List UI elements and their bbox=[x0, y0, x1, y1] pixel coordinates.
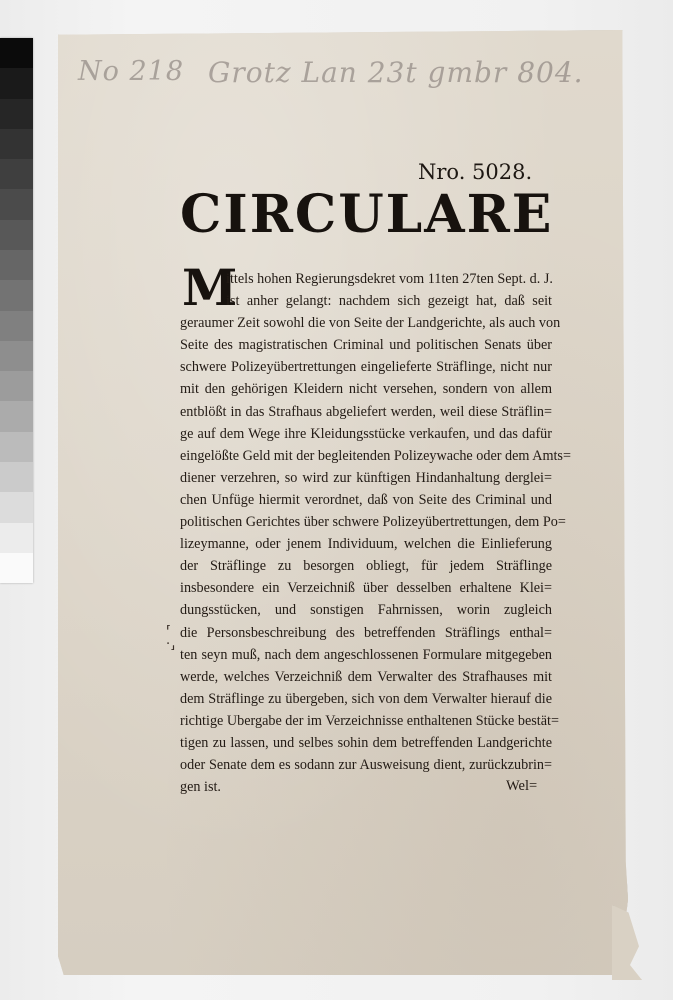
body-line: lizeymanne, oder jenem Individuum, welchen die Einlieferung bbox=[180, 536, 552, 553]
grey-calibration-strip bbox=[0, 38, 33, 583]
body-line: tigen zu lassen, und selbes sohin dem betreffenden Landgerichte bbox=[180, 734, 552, 751]
body-line: Seite des magistratischen Criminal und politischen Senats über bbox=[180, 337, 552, 354]
document-number: Nro. 5028. bbox=[418, 160, 533, 184]
circular-body-text bbox=[180, 268, 571, 798]
grey-patch bbox=[0, 129, 33, 159]
archive-number-note: No 218 bbox=[78, 56, 184, 87]
grey-patch bbox=[0, 523, 33, 553]
body-line: ist anher gelangt: nachdem sich gezeigt hat, daß seit bbox=[226, 293, 552, 310]
date-note: Grotz Lan 23t gmbr 804. bbox=[208, 56, 584, 89]
drop-cap-initial: M bbox=[182, 258, 238, 317]
body-line: der Sträflinge zu besorgen obliegt, für jedem Sträflinge bbox=[180, 558, 552, 575]
catchword: Wel= bbox=[506, 778, 538, 794]
margin-bracket-mark: ⸢ ·⸥ bbox=[166, 624, 176, 652]
body-line: insbesondere ein Verzeichniß über desselben erhaltene Klei= bbox=[180, 580, 552, 597]
grey-patch bbox=[0, 311, 33, 341]
torn-corner bbox=[612, 905, 642, 980]
body-line: chen Unfüge hiermit verordnet, daß von Seite des Criminal und bbox=[180, 491, 552, 508]
grey-patch bbox=[0, 492, 33, 522]
body-line: politischen Gerichtes über schwere Polizeyübertrettungen, dem Po= bbox=[180, 514, 566, 531]
grey-patch bbox=[0, 553, 33, 583]
grey-patch bbox=[0, 250, 33, 280]
body-line: schwere Polizeyübertrettungen eingelieferte Sträflinge, nicht nur bbox=[180, 359, 552, 376]
body-line: ten seyn muß, nach dem angeschlossenen Formulare mitgegeben bbox=[180, 646, 552, 663]
body-line: dem Sträflinge zu übergeben, sich von dem Verwalter hierauf die bbox=[180, 690, 552, 707]
body-line: diener verzehren, so wird zur künftigen Hindanhaltung derglei= bbox=[180, 469, 552, 486]
grey-patch bbox=[0, 401, 33, 431]
grey-patch bbox=[0, 462, 33, 492]
body-line: entblößt in das Strafhaus abgeliefert werden, weil diese Sträflin= bbox=[180, 403, 552, 420]
body-line: richtige Ubergabe der im Verzeichnisse enthaltenen Stücke bestät= bbox=[180, 712, 559, 729]
grey-patch bbox=[0, 280, 33, 310]
pencil-annotation bbox=[78, 56, 584, 89]
body-line: dungsstücken, und sonstigen Fahrnissen, worin zugleich bbox=[180, 602, 552, 619]
grey-patch bbox=[0, 159, 33, 189]
body-line: oder Senate dem es sodann zur Ausweisung dient, zurückzubrin= bbox=[180, 757, 552, 774]
body-line: die Personsbeschreibung des betreffenden Sträflings enthal= bbox=[180, 624, 552, 641]
body-line: gen ist. bbox=[180, 779, 221, 796]
grey-patch bbox=[0, 432, 33, 462]
body-line: geraumer Zeit sowohl die von Seite der Landgerichte, als auch von bbox=[180, 315, 561, 332]
grey-patch bbox=[0, 38, 33, 68]
grey-patch bbox=[0, 68, 33, 98]
body-line: werde, welches Verzeichniß dem Verwalter des Strafhauses mit bbox=[180, 668, 552, 685]
body-line: eingelößte Geld mit der begleitenden Polizeywache oder dem Amts= bbox=[180, 447, 571, 464]
body-line: mit den gehörigen Kleidern nicht versehen, sondern von allem bbox=[180, 381, 552, 398]
document-title: CIRCULARE bbox=[180, 184, 554, 245]
body-line: ge auf dem Wege ihre Kleidungsstücke verkaufen, und das dafür bbox=[180, 425, 552, 442]
grey-patch bbox=[0, 99, 33, 129]
grey-patch bbox=[0, 371, 33, 401]
grey-patch bbox=[0, 189, 33, 219]
grey-patch bbox=[0, 220, 33, 250]
body-line: ittels hohen Regierungsdekret vom 11ten 27ten Sept. d. J. bbox=[226, 271, 553, 287]
grey-patch bbox=[0, 341, 33, 371]
